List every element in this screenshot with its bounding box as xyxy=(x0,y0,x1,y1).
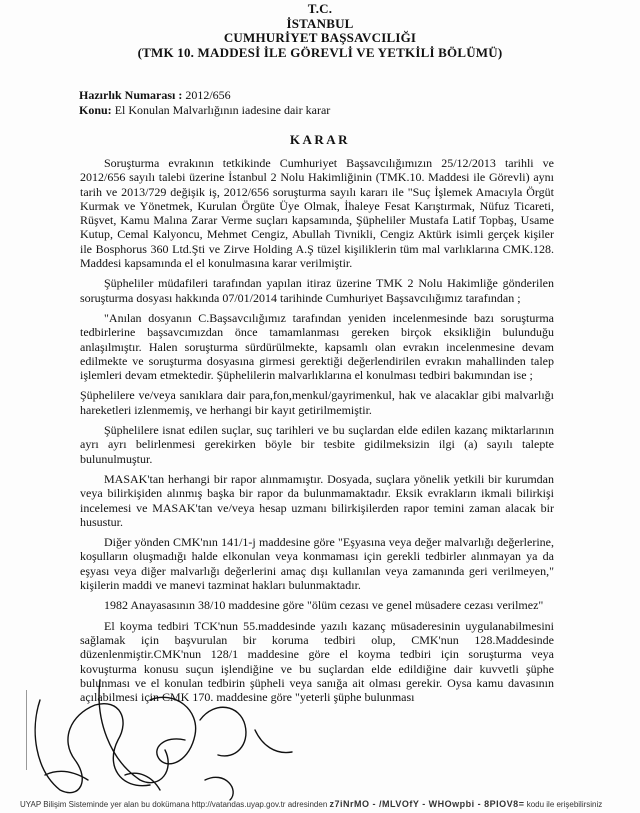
hazirlik-value: 2012/656 xyxy=(185,88,231,102)
paragraph: Şüpheliler müdafileri tarafından yapılan itiraz üzerine TMK 2 Nolu Hakimliğe gönderilen soruşturma dosyası hakkında 07/01/2014 tarihinde Cumhuriyet Başsavcılığımız tarafından ; xyxy=(80,276,554,305)
document-title: KARAR xyxy=(289,132,351,147)
konu-value: El Konulan Malvarlığının iadesine dair karar xyxy=(114,102,331,117)
document-header xyxy=(0,2,640,60)
footer-access-code: z7iNrMO - /MLVOfY - WHOwpbi - 8PIOV8= xyxy=(329,799,525,809)
paragraph: "Anılan dosyanın C.Başsavcılığımız tarafından yeniden incelenmesinde bazı soruşturma tedbirlerine başsavcımızdan önce tamamlanması gereken birçok eksikliğin bulunduğu anlaşılmıştır. Halen soruşturma sürdürülmekte, kapsamlı olan evrakın incelenmesine devam edilmekte ve soruşturma dosyasına girmesi gerektiği değerlendirilen evrakın mahallinden talep işlemleri devam etmektedir. Şüphelilerin malvarlıklarına el konulması tedbiri bakımından ise ; xyxy=(80,310,554,383)
hazirlik-row xyxy=(79,88,330,103)
header-department: (TMK 10. MADDESİ İLE GÖREVLİ VE YETKİLİ BÖLÜMÜ) xyxy=(137,44,503,60)
paragraph: 1982 Anayasasının 38/10 maddesine göre "ölüm cezası ve genel müsadere cezası verilmez" xyxy=(104,598,544,613)
paragraph: Soruşturma evrakının tetkikinde Cumhuriyet Başsavcılığımızın 25/12/2013 tarihli ve 2012/656 sayılı talebi üzerine İstanbul 2 Nolu Hakimliğinin (TMK.10. Maddesi ile Görevli) aynı tarih ve 2013/729 değişik iş, 2012/656 soruşturma sayılı kararı ile "Suç İşlemek Amacıyla Örgüt Kurmak ve Yönetmek, Kurulan Örgüte Üye Olmak, İhaleye Fesat Karıştırmak, Nüfuz Ticareti, Rüşvet, Kamu Malına Zarar Verme suçları kapsamında, Şüpheliler Mustafa Latif Topbaş, Usame Kutup, Cemal Kalyoncu, Mehmet Cengiz, Abullah Tivnikli, Cengiz Aktürk isimli gerçek kişiler ile Bosphorus 360 Ltd.Şti ve Zirve Holding A.Ş tüzel kişiliklerin tüm mal varlıklarına CMK.128. Maddesi kapsamında el el konulmasına karar verilmiştir. xyxy=(80,156,554,271)
document-footer xyxy=(20,799,632,809)
header-office: CUMHURİYET BAŞSAVCILIĞI xyxy=(223,30,417,45)
paragraph: El koyma tedbiri TCK'nun 55.maddesinde yazılı kazanç müsaderesinin uygulanabilmesini sağlamak için başvurulan bir koruma tedbiri olup, CMK'nun 128.Maddesinde düzenlenmiştir.CMK'nun 128/1 maddesine göre el koyma tedbiri için soruşturma veya kovuşturma konusu suçun işlendiğine ve bu suçlardan elde edildiğine dair kuvvetli şüphe bulunması ve el konulan tedbirin şüpheli veya sanığa ait olması gerekir. Oysa kamu davasının açılabilmesi için CMK 170. maddesine göre "yeterli şüphe bulunması xyxy=(80,618,554,705)
footer-text-end: kodu ile erişebilirsiniz xyxy=(526,800,603,809)
hazirlik-label: Hazırlık Numarası : xyxy=(79,88,183,102)
footer-text: UYAP Bilişim Sisteminde yer alan bu dokümana http://vatandas.uyap.gov.tr adresinden xyxy=(20,800,328,809)
paragraph: Şüphelilere ve/veya sanıklara dair para,fon,menkul/gayrimenkul, hak ve alacaklar gibi malvarlığı hareketleri izlenmemiş, ve herhangi bir kayıt getirilmemiştir. xyxy=(80,388,554,417)
paragraph: MASAK'tan herhangi bir rapor alınmamıştır. Dosyada, suçlara yönelik yetkili bir kurumdan veya bilirkişiden alınmış başka bir rapor da bulunmamaktadır. Eksik evrakların ikmali bilirkişi incelemesi ve MASAK'tan ve/veya hesap uzmanı bilirkişilerden rapor temini zaman alacak bir husustur. xyxy=(80,471,554,529)
paragraph: Diğer yönden CMK'nın 141/1-j maddesine göre "Eşyasına veya değer malvarlığı değerlerine, koşulların oluşmadığı halde elkonulan veya konmaması için gerekli tedbirler alınmayan ya da eşyası veya diğer malvarlığı değerlerini amaç dışı kullanılan veya zamanında geri verilmeyen," kişilerin maddi ve manevi tazminat hakları bulunmaktadır. xyxy=(80,535,554,593)
paragraph: Şüphelilere isnat edilen suçlar, suç tarihleri ve bu suçlardan elde edilen kazanç miktarlarının ayrı ayrı belirlenmesi gerekirken böyle bir tesbite gidilmeksizin ilgi (a) sayılı talepte bulunulmuştur. xyxy=(80,423,554,466)
document-meta xyxy=(79,88,330,117)
header-tc: T.C. xyxy=(307,1,333,16)
konu-row xyxy=(79,103,330,118)
header-city: İSTANBUL xyxy=(286,15,354,31)
margin-mark xyxy=(26,690,27,770)
konu-label: Konu: xyxy=(79,102,112,117)
document-body xyxy=(80,156,554,710)
